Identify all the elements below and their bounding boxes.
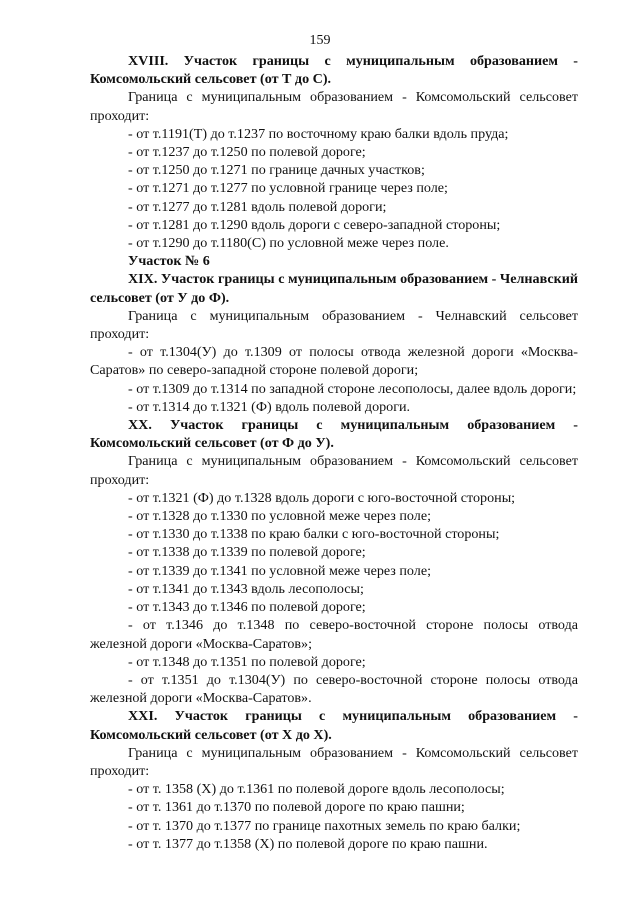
section-heading: XX. Участок границы с муниципальным образованием - Комсомольский сельсовет (от Ф до У). (90, 417, 578, 452)
boundary-item: - от т. 1358 (Х) до т.1361 по полевой дороге вдоль лесополосы; (128, 781, 505, 798)
boundary-item: - от т. 1377 до т.1358 (Х) по полевой дороге по краю пашни. (128, 835, 488, 852)
section-intro: Граница с муниципальным образованием - Челнавский сельсовет проходит: (90, 307, 578, 343)
boundary-item: - от т. 1370 до т.1377 по границе пахотных земель по краю балки; (128, 817, 521, 834)
boundary-item: - от т.1328 до т.1330 по условной меже через поле; (128, 508, 431, 525)
section-intro: Граница с муниципальным образованием - Комсомольский сельсовет проходит: (90, 744, 578, 779)
boundary-item: - от т.1339 до т.1341 по условной меже через поле; (128, 562, 431, 579)
boundary-item: - от т.1250 до т.1271 по границе дачных участков; (128, 162, 425, 179)
boundary-item: - от т.1321 (Ф) до т.1328 вдоль дороги с юго-восточной стороны; (128, 489, 516, 506)
boundary-item: - от т.1191(Т) до т.1237 по восточному краю балки вдоль пруда; (128, 125, 509, 142)
boundary-item: - от т.1348 до т.1351 по полевой дороге; (128, 653, 366, 670)
boundary-item: - от т.1304(У) до т.1309 от полосы отвода железной дороги «Москва-Саратов» по северо-западной стороне полевой дороги; (90, 344, 578, 379)
plot-subheading: Участок № 6 (128, 253, 210, 270)
boundary-item: - от т.1309 до т.1314 по западной стороне лесополосы, далее вдоль дороги; (128, 380, 577, 397)
page-number: 159 (309, 33, 331, 48)
section-heading: XIX. Участок границы с муниципальным образованием - Челнавский сельсовет (от У до Ф). (90, 271, 578, 306)
boundary-item: - от т.1281 до т.1290 вдоль дороги с северо-западной стороны; (128, 216, 501, 233)
boundary-item: - от т.1277 до т.1281 вдоль полевой дороги; (128, 198, 387, 215)
boundary-item: - от т.1346 до т.1348 по северо-восточной стороне полосы отвода железной дороги «Москва-Саратов»; (90, 617, 578, 652)
boundary-item: - от т.1314 до т.1321 (Ф) вдоль полевой дороги. (128, 398, 411, 415)
boundary-item: - от т.1338 до т.1339 по полевой дороге; (128, 544, 366, 561)
page-text (90, 52, 578, 853)
boundary-item: - от т.1351 до т.1304(У) по северо-восточной стороне полосы отвода железной дороги «Москва-Саратов». (90, 671, 578, 707)
boundary-item: - от т. 1361 до т.1370 по полевой дороге по краю пашни; (128, 799, 465, 816)
section-heading: XXI. Участок границы с муниципальным образованием - Комсомольский сельсовет (от Х до Х). (90, 708, 578, 743)
boundary-item: - от т.1343 до т.1346 по полевой дороге; (128, 599, 366, 616)
boundary-item: - от т.1290 до т.1180(С) по условной меже через поле. (128, 235, 449, 252)
boundary-item: - от т.1237 до т.1250 по полевой дороге; (128, 144, 366, 161)
boundary-item: - от т.1330 до т.1338 по краю балки с юго-восточной стороны; (128, 526, 500, 543)
section-intro: Граница с муниципальным образованием - Комсомольский сельсовет проходит: (90, 453, 578, 488)
boundary-item: - от т.1271 до т.1277 по условной границе через поле; (128, 180, 448, 197)
section-intro: Граница с муниципальным образованием - Комсомольский сельсовет проходит: (90, 89, 578, 124)
boundary-item: - от т.1341 до т.1343 вдоль лесополосы; (128, 580, 364, 597)
section-heading: XVIII. Участок границы с муниципальным образованием - Комсомольский сельсовет (от Т до С). (90, 53, 578, 88)
